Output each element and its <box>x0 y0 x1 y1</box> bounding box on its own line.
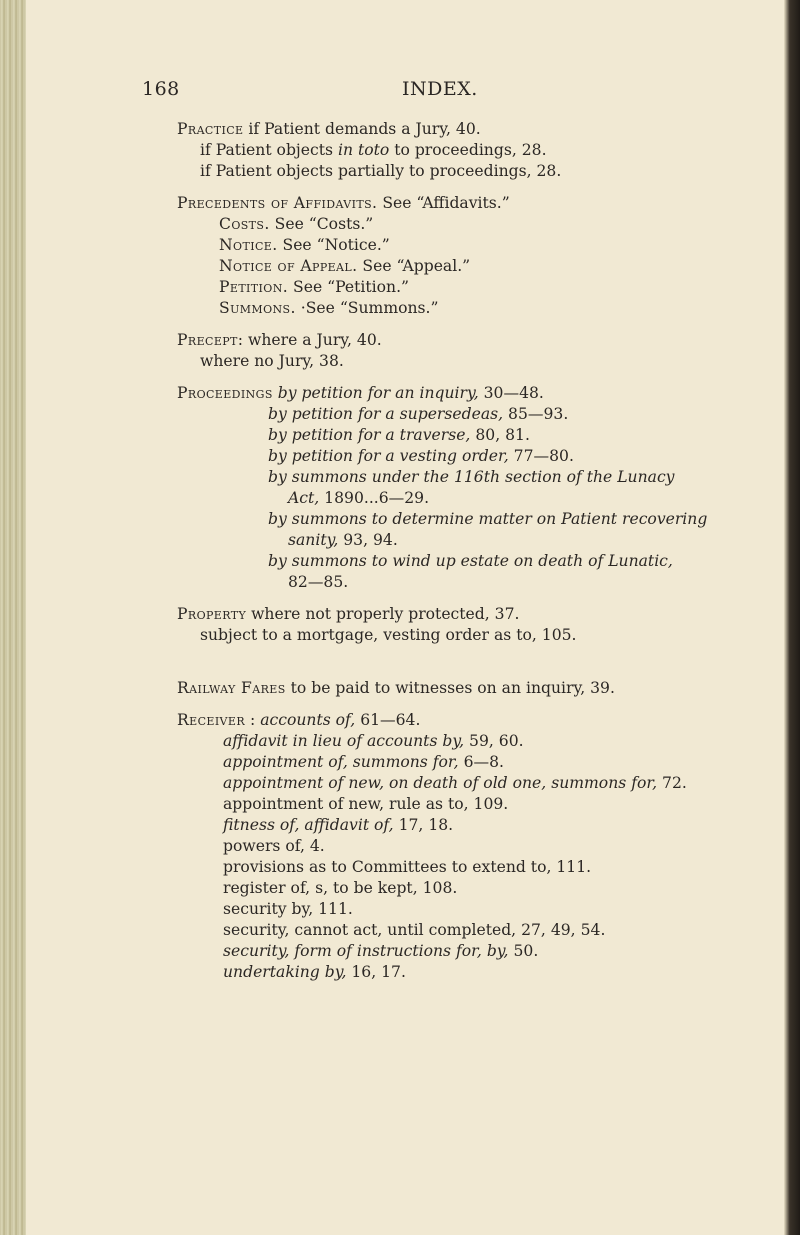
index-entry-receiver: Receiver : accounts of, 61—64. <box>177 711 421 729</box>
entry-term: Precedents of Affidavits. <box>177 194 378 212</box>
index-subentry: powers of, 4. <box>223 837 325 855</box>
index-subentry: Costs. See “Costs.” <box>219 215 374 233</box>
index-entries <box>177 119 777 983</box>
index-subentry: by petition for a supersedeas, 85—93. <box>268 405 569 423</box>
page-header <box>142 78 702 104</box>
running-title: INDEX. <box>402 78 478 100</box>
index-subentry: if Patient objects partially to proceedings, 28. <box>200 162 562 180</box>
entry-term: Practice <box>177 120 244 138</box>
index-subentry: Summons. ·See “Summons.” <box>219 299 439 317</box>
entry-term: Receiver <box>177 711 246 729</box>
index-subentry-cont: 82—85. <box>288 573 349 591</box>
index-subentry: subject to a mortgage, vesting order as to, 105. <box>200 626 577 644</box>
index-subentry: by summons to determine matter on Patient recovering <box>268 510 708 528</box>
entry-term: Railway Fares <box>177 679 286 697</box>
page-number: 168 <box>142 78 180 100</box>
index-subentry: if Patient objects in toto to proceedings, 28. <box>200 141 547 159</box>
index-subentry: by summons to wind up estate on death of Lunatic, <box>268 552 673 570</box>
index-subentry: where no Jury, 38. <box>200 352 344 370</box>
index-subentry: affidavit in lieu of accounts by, 59, 60. <box>223 732 524 750</box>
index-entry-railway-fares: Railway Fares to be paid to witnesses on an inquiry, 39. <box>177 679 615 697</box>
index-entry-practice <box>177 119 777 140</box>
index-subentry: Notice of Appeal. See “Appeal.” <box>219 257 471 275</box>
index-subentry: by petition for a traverse, 80, 81. <box>268 426 530 444</box>
entry-term: Precept <box>177 331 238 349</box>
page-edge-shadow <box>784 0 800 1235</box>
book-spine-shadow <box>0 0 26 1235</box>
index-subentry-cont: sanity, 93, 94. <box>288 531 398 549</box>
entry-term: Property <box>177 605 247 623</box>
entry-text: if Patient demands a Jury, 40. <box>243 120 481 138</box>
index-subentry: appointment of, summons for, 6—8. <box>223 753 504 771</box>
index-entry-precept: Precept: where a Jury, 40. <box>177 331 382 349</box>
index-subentry: appointment of new, rule as to, 109. <box>223 795 509 813</box>
index-subentry: register of, s, to be kept, 108. <box>223 879 458 897</box>
index-subentry: security by, 111. <box>223 900 353 918</box>
index-subentry: provisions as to Committees to extend to, 111. <box>223 858 592 876</box>
index-entry-property: Property where not properly protected, 37. <box>177 605 520 623</box>
index-subentry: undertaking by, 16, 17. <box>223 963 406 981</box>
index-entry-precedents: Precedents of Affidavits. See “Affidavits.” <box>177 194 510 212</box>
index-subentry: by petition for a vesting order, 77—80. <box>268 447 574 465</box>
index-subentry: fitness of, affidavit of, 17, 18. <box>223 816 454 834</box>
index-subentry: security, cannot act, until completed, 27, 49, 54. <box>223 921 606 939</box>
entry-term: Proceedings <box>177 384 273 402</box>
index-subentry: security, form of instructions for, by, 50. <box>223 942 539 960</box>
index-subentry-cont: Act, 1890...6—29. <box>288 489 430 507</box>
index-subentry: Notice. See “Notice.” <box>219 236 390 254</box>
index-subentry: by summons under the 116th section of the Lunacy <box>268 468 675 486</box>
index-subentry: Petition. See “Petition.” <box>219 278 410 296</box>
index-subentry: appointment of new, on death of old one, summons for, 72. <box>223 774 687 792</box>
index-entry-proceedings: Proceedings by petition for an inquiry, 30—48. <box>177 384 544 402</box>
